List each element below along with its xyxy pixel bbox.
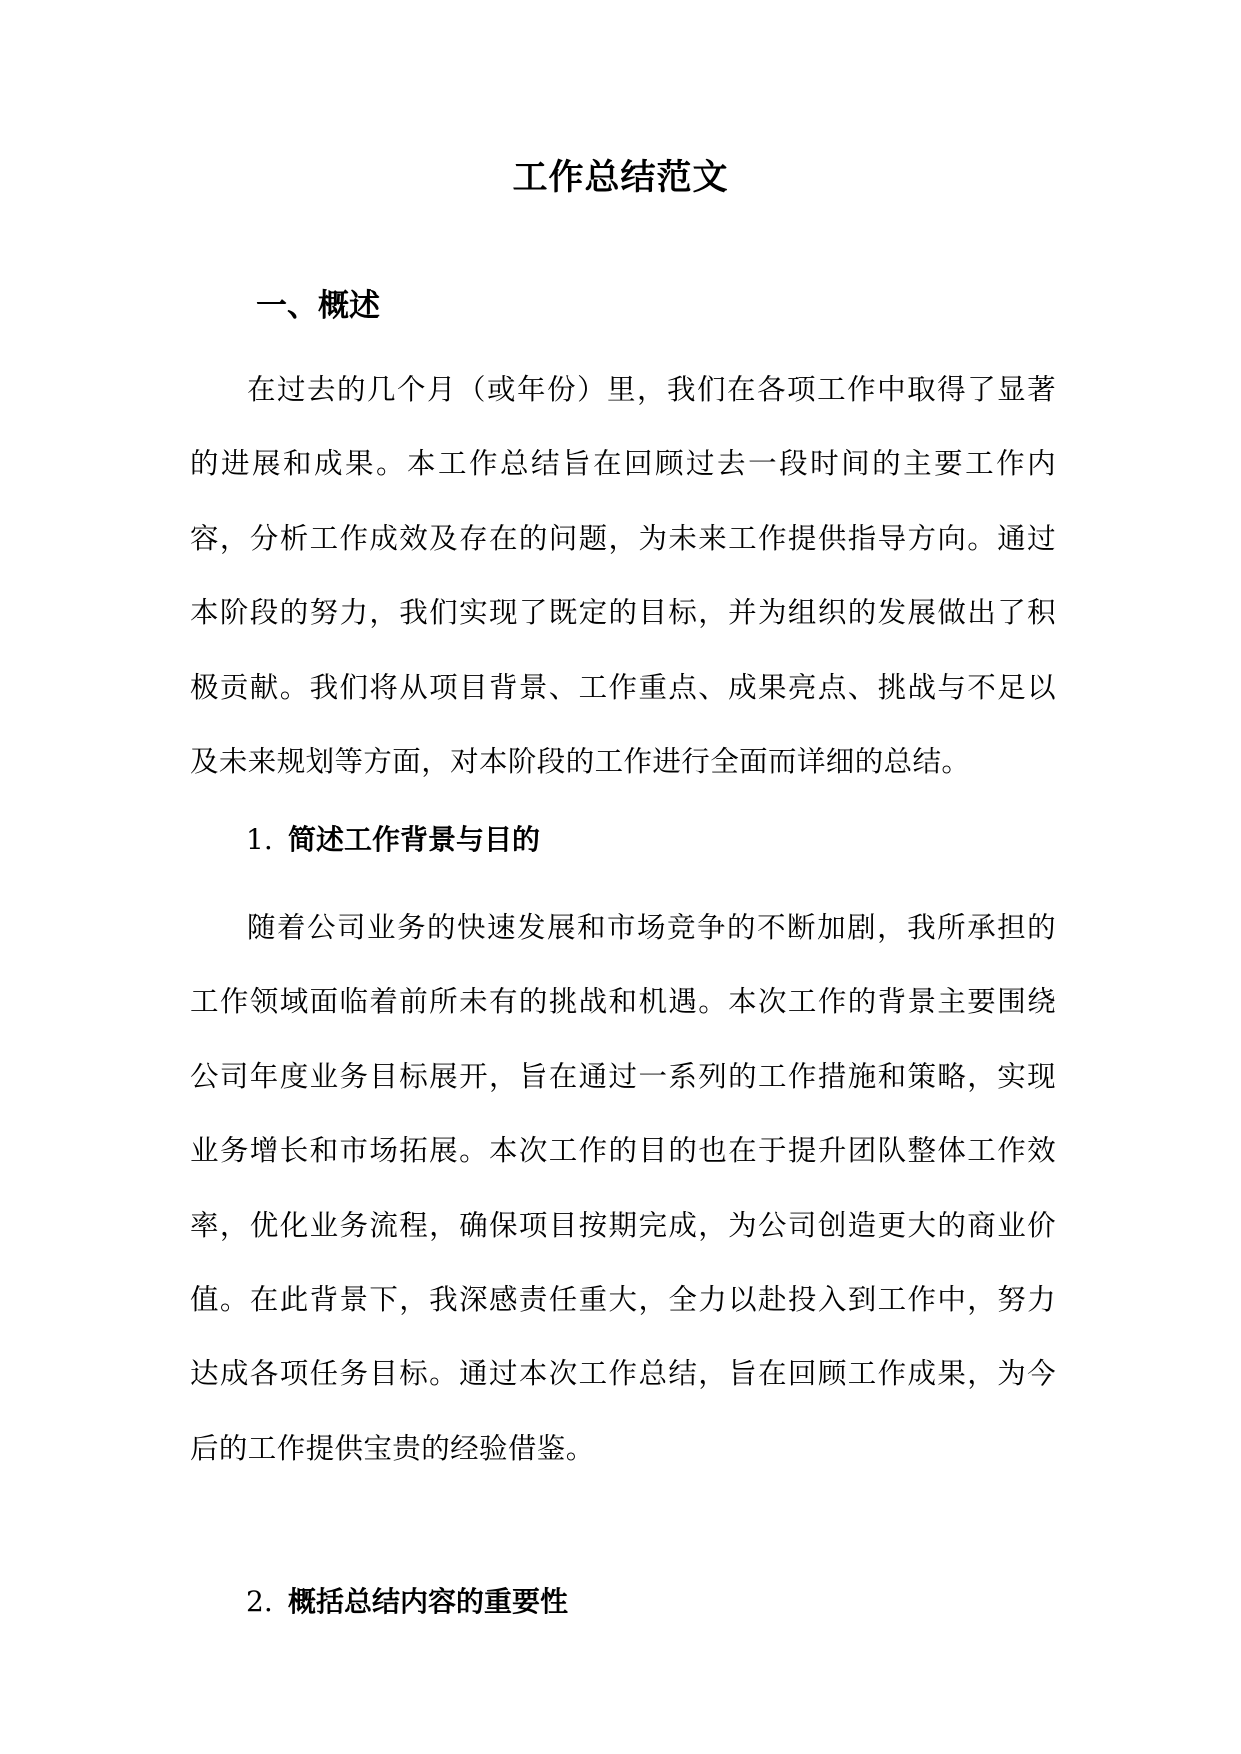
document-title: 工作总结范文 (512, 158, 729, 198)
section-heading-overview: 一、概述 (256, 288, 380, 324)
overview-paragraph: 在过去的几个月（或年份）里，我们在各项工作中取得了显著的进展和成果。本工作总结旨在回顾过去一段时间的主要工作内容，分析工作成效及存在的问题，为未来工作提供指导方向。通过本阶段的努力，我们实现了既定的目标，并为组织的发展做出了积极贡献。我们将从项目背景、工作重点、成果亮点、挑战与不足以及未来规划等方面，对本阶段的工作进行全面而详细的总结。 (190, 373, 1056, 779)
background-paragraph: 随着公司业务的快速发展和市场竞争的不断加剧，我所承担的工作领域面临着前所未有的挑战和机遇。本次工作的背景主要围绕公司年度业务目标展开，旨在通过一系列的工作措施和策略，实现业务增长和市场拓展。本次工作的目的也在于提升团队整体工作效率，优化业务流程，确保项目按期完成，为公司创造更大的商业价值。在此背景下，我深感责任重大，全力以赴投入到工作中，努力达成各项任务目标。通过本次工作总结，旨在回顾工作成果，为今后的工作提供宝贵的经验借鉴。 (190, 911, 1056, 1465)
subsection-heading-importance (246, 1580, 568, 1624)
subsection-number: 2. (246, 1585, 273, 1618)
subsection-title: 简述工作背景与目的 (288, 823, 541, 856)
subsection-heading-background (246, 818, 540, 862)
subsection-title: 概括总结内容的重要性 (288, 1585, 569, 1618)
subsection-number: 1. (246, 823, 273, 856)
